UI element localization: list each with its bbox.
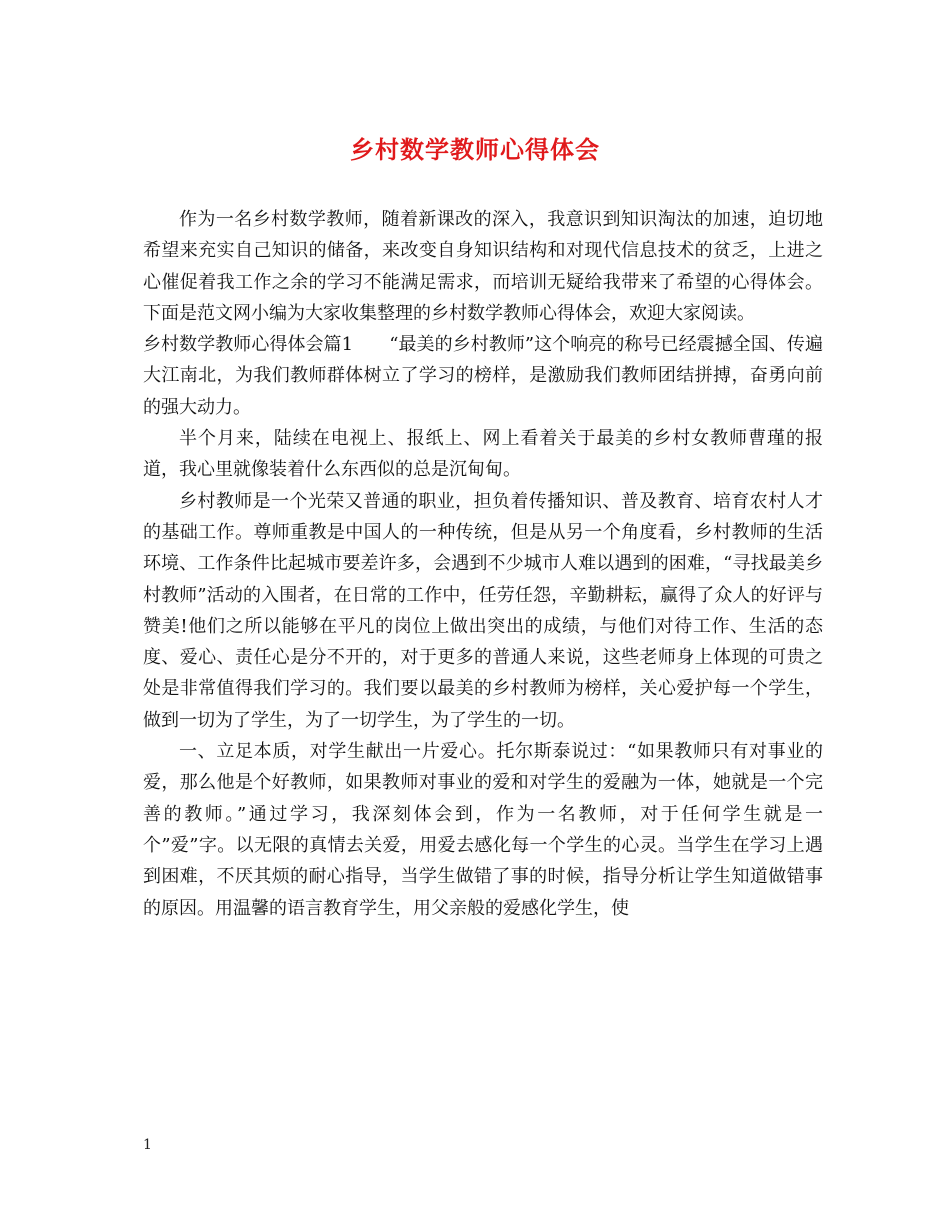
document-body xyxy=(143,204,823,924)
paragraph-section-heading: 乡村数学教师心得体会篇1 “最美的乡村教师”这个响亮的称号已经震撼全国、传遍大江南北，为我们教师群体树立了学习的榜样，是激励我们教师团结拼搏，奋勇向前的强大动力。 xyxy=(143,334,823,418)
paragraph-intro: 作为一名乡村数学教师，随着新课改的深入，我意识到知识淘汰的加速，迫切地希望来充实自己知识的储备，来改变自身知识结构和对现代信息技术的贫乏，上进之心催促着我工作之余的学习不能满足需求，而培训无疑给我带来了希望的心得体会。下面是范文网小编为大家收集整理的乡村数学教师心得体会，欢迎大家阅读。 xyxy=(143,209,823,324)
document-title: 乡村数学教师心得体会 xyxy=(350,135,600,164)
paragraph-news: 半个月来，陆续在电视上、报纸上、网上看着关于最美的乡村女教师曹瑾的报道，我心里就像装着什么东西似的总是沉甸甸。 xyxy=(143,428,823,481)
paragraph-rural-teacher: 乡村教师是一个光荣又普通的职业，担负着传播知识、普及教育、培育农村人才的基础工作。尊师重教是中国人的一种传统，但是从另一个角度看，乡村教师的生活环境、工作条件比起城市要差许多，会遇到不少城市人难以遇到的困难，“寻找最美乡村教师”活动的入围者，在日常的工作中，任劳任怨，辛勤耕耘，赢得了众人的好评与赞美!他们之所以能够在平凡的岗位上做出突出的成绩，与他们对待工作、生活的态度、爱心、责任心是分不开的，对于更多的普通人来说，这些老师身上体现的可贵之处是非常值得我们学习的。我们要以最美的乡村教师为榜样，关心爱护每一个学生，做到一切为了学生，为了一切学生，为了学生的一切。 xyxy=(143,490,823,731)
paragraph-point-one: 一、立足本质，对学生献出一片爱心。托尔斯泰说过：“如果教师只有对事业的爱，那么他是个好教师，如果教师对事业的爱和对学生的爱融为一体，她就是一个完善的教师。”通过学习，我深刻体会到，作为一名教师，对于任何学生就是一个”爱”字。以无限的真情去关爱，用爱去感化每一个学生的心灵。当学生在学习上遇到困难，不厌其烦的耐心指导，当学生做错了事的时候，指导分析让学生知道做错事的原因。用温馨的语言教育学生，用父亲般的爱感化学生，使 xyxy=(143,741,823,919)
page-number: 1 xyxy=(143,1137,152,1153)
